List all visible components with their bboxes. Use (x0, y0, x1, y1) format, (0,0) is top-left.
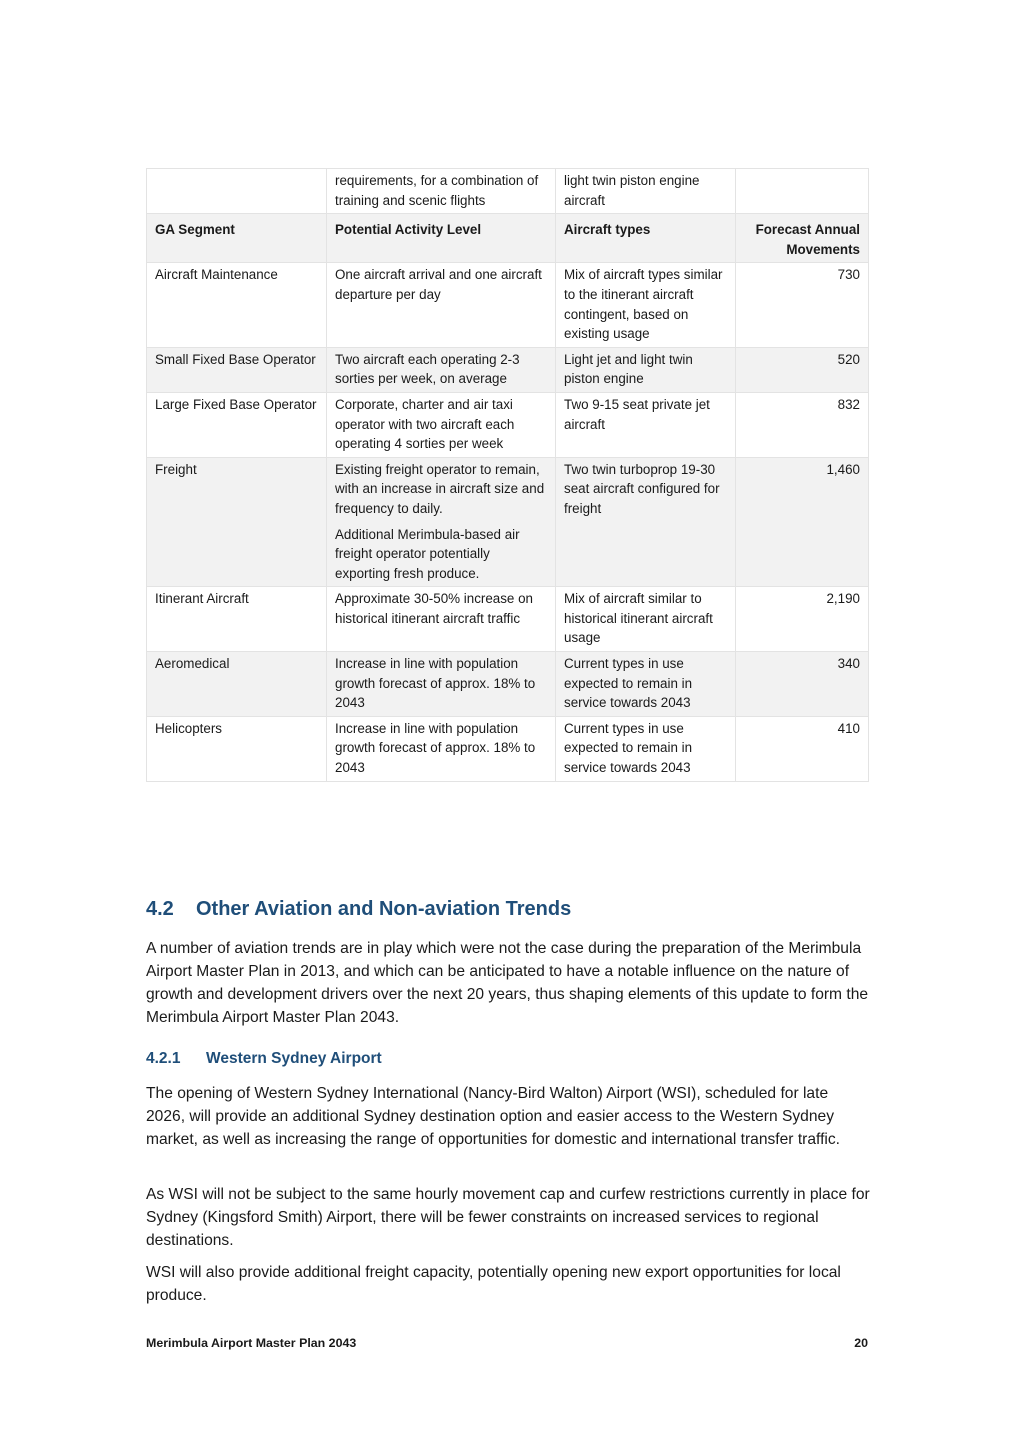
cell-segment: Large Fixed Base Operator (147, 392, 327, 457)
cell-activity (327, 716, 556, 781)
table-row (147, 652, 869, 717)
section-number: 4.2 (146, 898, 174, 920)
footer-page-number: 20 (854, 1336, 868, 1350)
cell-activity (327, 263, 556, 347)
cell-activity (327, 652, 556, 717)
cell-aircraft: Mix of aircraft similar to historical itinerant aircraft usage (556, 587, 736, 652)
header-ga-segment: GA Segment (147, 214, 327, 263)
header-aircraft-types: Aircraft types (556, 214, 736, 263)
cell-aircraft: Two 9-15 seat private jet aircraft (556, 392, 736, 457)
cell-movements (736, 169, 869, 214)
table-row-continued (147, 169, 869, 214)
table-row (147, 716, 869, 781)
footer-document-title: Merimbula Airport Master Plan 2043 (146, 1336, 357, 1350)
header-activity-level: Potential Activity Level (327, 214, 556, 263)
cell-activity (327, 587, 556, 652)
section-heading (146, 898, 571, 921)
cell-segment: Aircraft Maintenance (147, 263, 327, 347)
table-row (147, 263, 869, 347)
page-footer (146, 1336, 868, 1350)
cell-aircraft: Two twin turboprop 19-30 seat aircraft configured for freight (556, 457, 736, 587)
cell-activity: requirements, for a combination of training and scenic flights (327, 169, 556, 214)
cell-activity (327, 457, 556, 587)
subsection-heading (146, 1050, 382, 1068)
table-container (146, 168, 868, 782)
cell-movements: 730 (736, 263, 869, 347)
cell-segment (147, 169, 327, 214)
table-row (147, 457, 869, 587)
activity-paragraph: Increase in line with population growth forecast of approx. 18% to 2043 (335, 656, 536, 711)
cell-movements: 2,190 (736, 587, 869, 652)
activity-paragraph: Existing freight operator to remain, with an increase in aircraft size and frequency to daily. (335, 461, 545, 516)
paragraph-wsi-freight: WSI will also provide additional freight capacity, potentially opening new export opportunities for local produce. (146, 1264, 841, 1304)
section-title: Other Aviation and Non-aviation Trends (196, 898, 572, 920)
cell-aircraft: Current types in use expected to remain in service towards 2043 (556, 652, 736, 717)
subsection-title: Western Sydney Airport (206, 1050, 382, 1067)
table-header-row (147, 214, 869, 263)
cell-aircraft: Mix of aircraft types similar to the itinerant aircraft contingent, based on existing usage (556, 263, 736, 347)
cell-movements: 340 (736, 652, 869, 717)
cell-movements: 1,460 (736, 457, 869, 587)
paragraph-wsi-opening: The opening of Western Sydney International (Nancy-Bird Walton) Airport (WSI), scheduled for late 2026, will provide an additional Sydney destination option and easier access to the Western Sydney market, as well as increasing the range of opportunities for domestic and international transfer traffic. (146, 1085, 840, 1148)
subsection-number: 4.2.1 (146, 1050, 181, 1067)
section-intro-paragraph: A number of aviation trends are in play which were not the case during the preparation of the Merimbula Airport Master Plan in 2013, and which can be anticipated to have a notable influence on the nature of growth and development drivers over the next 20 years, thus shaping elements of this update to form the Merimbula Airport Master Plan 2043. (146, 940, 869, 1026)
cell-movements: 832 (736, 392, 869, 457)
table-row (147, 587, 869, 652)
activity-paragraph: One aircraft arrival and one aircraft departure per day (335, 267, 542, 302)
activity-paragraph: Increase in line with population growth forecast of approx. 18% to 2043 (335, 720, 536, 776)
cell-segment: Freight (147, 457, 327, 587)
cell-segment: Aeromedical (147, 652, 327, 717)
cell-movements: 520 (736, 347, 869, 392)
cell-aircraft: Light jet and light twin piston engine (556, 347, 736, 392)
cell-segment: Small Fixed Base Operator (147, 347, 327, 392)
cell-segment: Helicopters (147, 716, 327, 781)
ga-forecast-table (146, 168, 869, 782)
activity-paragraph: Two aircraft each operating 2-3 sorties per week, on average (335, 351, 520, 387)
cell-aircraft: Current types in use expected to remain in service towards 2043 (556, 716, 736, 781)
cell-segment: Itinerant Aircraft (147, 587, 327, 652)
table-row (147, 392, 869, 457)
table-row (147, 347, 869, 392)
activity-paragraph: Corporate, charter and air taxi operator with two aircraft each operating 4 sorties per week (335, 396, 515, 452)
activity-paragraph: Additional Merimbula-based air freight operator potentially exporting fresh produce. (335, 526, 520, 581)
cell-activity (327, 347, 556, 392)
cell-activity (327, 392, 556, 457)
cell-aircraft: light twin piston engine aircraft (556, 169, 736, 214)
header-forecast-movements: Forecast Annual Movements (736, 214, 869, 263)
cell-movements: 410 (736, 716, 869, 781)
paragraph-wsi-curfew: As WSI will not be subject to the same hourly movement cap and curfew restrictions currently in place for Sydney (Kingsford Smith) Airport, there will be fewer constraints on increased services to regional destinations. (146, 1186, 870, 1249)
activity-paragraph: Approximate 30-50% increase on historical itinerant aircraft traffic (335, 591, 533, 626)
